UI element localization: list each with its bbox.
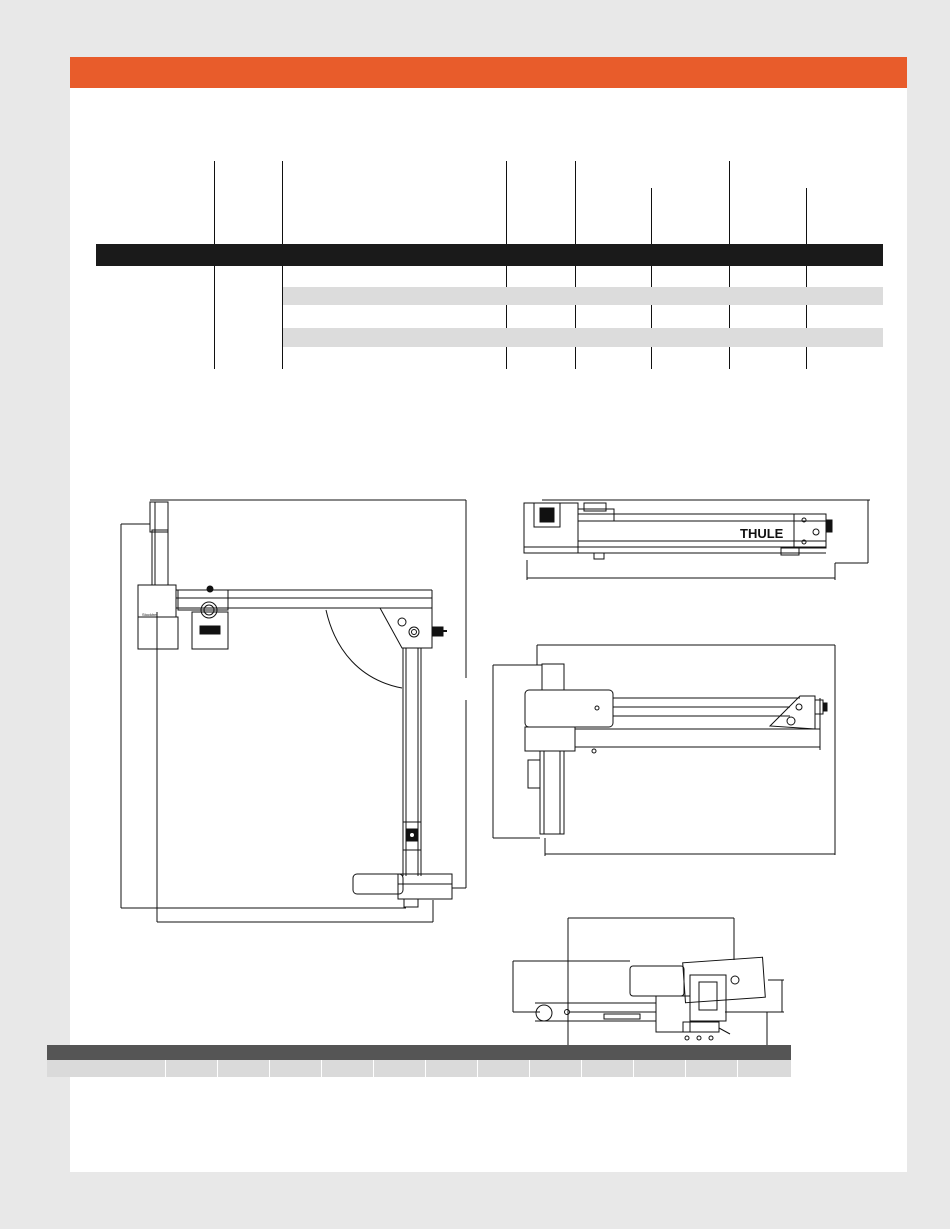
- table-cell: [217, 1060, 270, 1077]
- table-cell: [581, 1060, 634, 1077]
- folded-view-drawing: [493, 645, 835, 856]
- table-cell: [425, 1060, 478, 1077]
- table-cell: [321, 1060, 374, 1077]
- bottom-table-header: [47, 1045, 791, 1060]
- top-view-drawing: [524, 500, 870, 580]
- table-cell: [165, 1060, 218, 1077]
- side-elevation-drawing: [121, 500, 466, 922]
- table-cell: [685, 1060, 738, 1077]
- table-cell: [529, 1060, 582, 1077]
- bottom-table-row: [47, 1060, 791, 1077]
- bottom-spec-table: [47, 1045, 791, 1077]
- table-cell: [477, 1060, 530, 1077]
- hitch-view-drawing: [513, 918, 784, 1057]
- svg-text:Stockhm: Stockhm: [142, 612, 158, 617]
- brand-mark: THULE: [740, 526, 784, 541]
- table-cell: [269, 1060, 322, 1077]
- table-cell: [737, 1060, 792, 1077]
- table-cell: [633, 1060, 686, 1077]
- table-cell: [373, 1060, 426, 1077]
